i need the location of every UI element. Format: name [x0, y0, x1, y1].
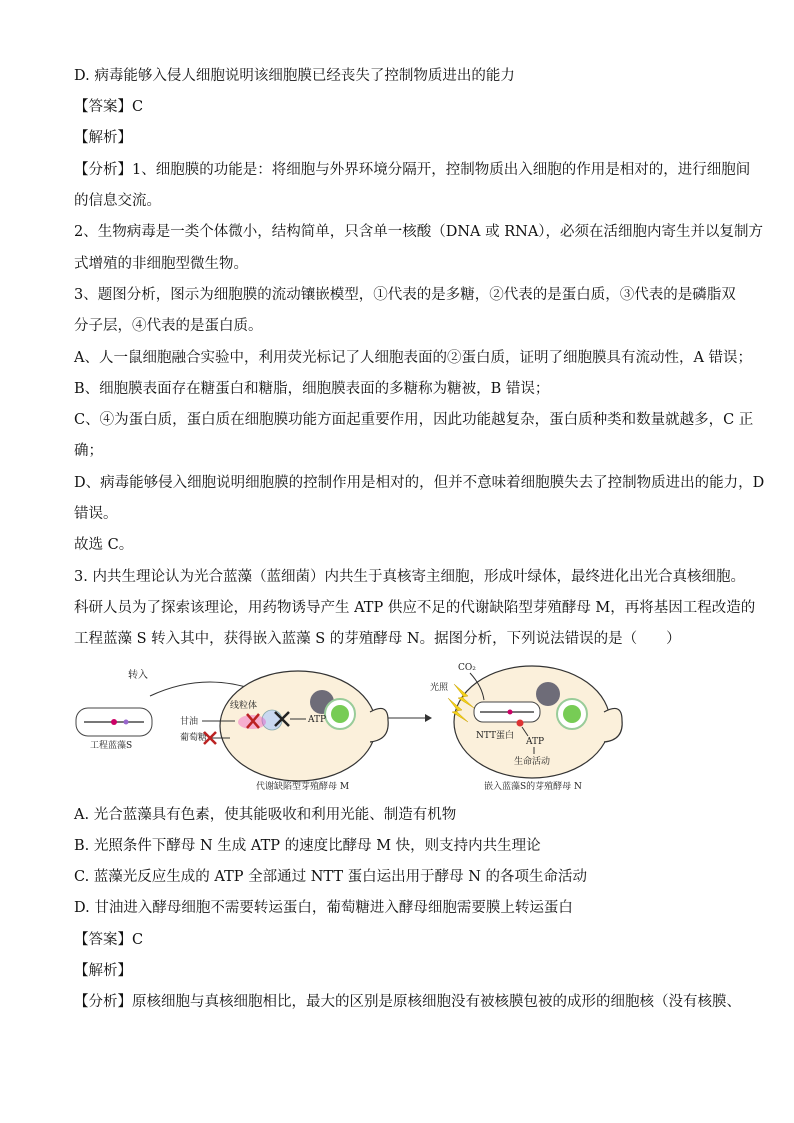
analysis-line-4: 式增殖的非细胞型微生物。	[74, 256, 248, 272]
analysis-line-12: 错误。	[74, 506, 118, 522]
analysis-line-7: A、人一鼠细胞融合实验中，利用荧光标记了人细胞表面的②蛋白质，证明了细胞膜具有流动性，A 错误；	[74, 350, 753, 366]
analysis-line-3: 2、生物病毒是一类个体微小，结构简单，只含单一核酸（DNA 或 RNA），必须在活细胞内寄生并以复制方	[74, 224, 764, 240]
analysis-line-1: 【分析】1、细胞膜的功能是：将细胞与外界环境分隔开，控制物质出入细胞的作用是相对的，进行细胞间	[74, 162, 751, 178]
yeast-m-label: 代谢缺陷型芽殖酵母 M	[256, 782, 350, 792]
option-b: B. 光照条件下酵母 N 生成 ATP 的速度比酵母 M 快，则支持内共生理论	[74, 838, 541, 854]
analysis-line-11: D、病毒能够侵入细胞说明细胞膜的控制作用是相对的，但并不意味着细胞膜失去了控制物质进出的能力，D	[74, 475, 765, 491]
analysis-line-9: C、④为蛋白质，蛋白质在细胞膜功能方面起重要作用，因此功能越复杂，蛋白质种类和数量就越多，C 正	[74, 412, 754, 428]
transfer-label: 转入	[128, 670, 148, 681]
atp-label-m: ATP	[308, 715, 327, 725]
ntt-protein-dot	[517, 720, 524, 727]
analysis-line-8: B、细胞膜表面存在糖蛋白和糖脂，细胞膜表面的多糖称为糖被，B 错误；	[74, 381, 550, 397]
option-d: D. 甘油进入酵母细胞不需要转运蛋白，葡萄糖进入酵母细胞需要膜上转运蛋白	[74, 900, 573, 916]
option-d-previous: D. 病毒能够入侵人细胞说明该细胞膜已经丧失了控制物质进出的能力	[74, 68, 515, 84]
analysis-line-2-1: 【分析】原核细胞与真核细胞相比，最大的区别是原核细胞没有被核膜包被的成形的细胞核（没有核膜、	[74, 994, 741, 1010]
analysis-line-5: 3、题图分析，图示为细胞膜的流动镶嵌模型，①代表的是多糖，②代表的是蛋白质，③代表的是磷脂双	[74, 287, 736, 303]
analysis-label: 【解析】	[74, 130, 132, 146]
engineered-algae-label: 工程蓝藻S	[90, 741, 133, 751]
question-3-line-2: 科研人员为了探索该理论，用药物诱导产生 ATP 供应不足的代谢缺陷型芽殖酵母 M，再将基因工程改造的	[74, 600, 756, 616]
atp-label-n: ATP	[526, 737, 545, 747]
life-activity-label: 生命活动	[514, 757, 551, 767]
yeast-m-cell	[220, 671, 388, 781]
answer-label: 【答案】C	[74, 99, 144, 115]
glucose-label: 葡萄糖	[180, 733, 208, 743]
co2-label: CO₂	[458, 663, 476, 673]
conclusion-line: 故选 C。	[74, 537, 134, 553]
glycerol-label: 甘油	[180, 717, 199, 727]
option-a: A. 光合蓝藻具有色素，使其能吸收和利用光能、制造有机物	[74, 807, 457, 823]
ntt-label: NTT蛋白	[476, 731, 515, 741]
analysis-line-10: 确；	[74, 443, 103, 459]
question-3-line-1: 3. 内共生理论认为光合蓝藻（蓝细菌）内共生于真核寄主细胞，形成叶绿体，最终进化出光合真核细胞。	[74, 569, 745, 585]
option-c: C. 蓝藻光反应生成的 ATP 全部通过 NTT 蛋白运出用于酵母 N 的各项生命活动	[74, 869, 588, 885]
question-3-line-3: 工程蓝藻 S 转入其中，获得嵌入蓝藻 S 的芽殖酵母 N。据图分析，下列说法错误的是（ ）	[74, 631, 681, 647]
analysis-line-6: 分子层，④代表的是蛋白质。	[74, 318, 263, 334]
light-label: 光照	[430, 683, 449, 693]
analysis-label-2: 【解析】	[74, 963, 132, 979]
analysis-line-2: 的信息交流。	[74, 193, 161, 209]
mitochondria-label: 线粒体	[230, 701, 258, 711]
endosymbiosis-figure	[70, 656, 630, 794]
answer-label-2: 【答案】C	[74, 932, 144, 948]
yeast-n-label: 嵌入蓝藻S的芽殖酵母 N	[484, 782, 582, 792]
